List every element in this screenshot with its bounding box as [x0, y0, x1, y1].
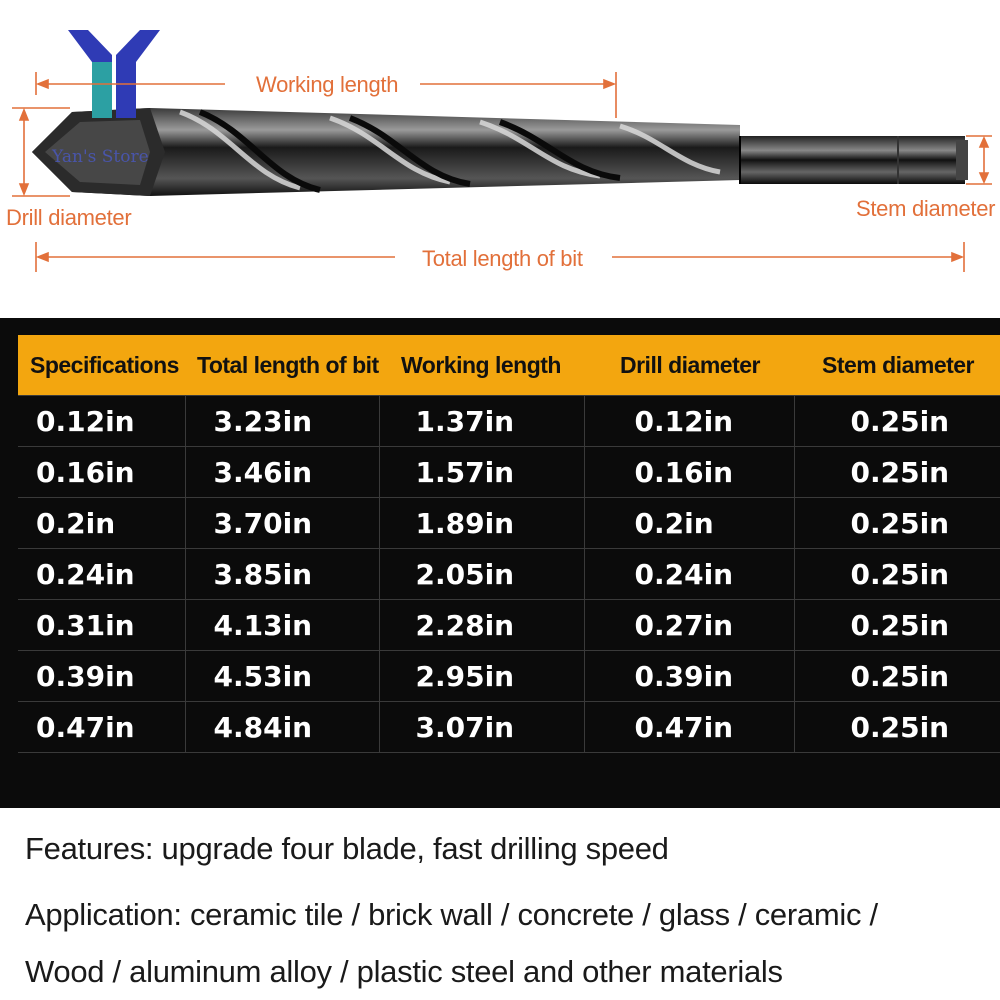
application-text-line-2: Wood / aluminum alloy / plastic steel and other materials	[25, 954, 783, 989]
table-cell: 0.39in	[584, 651, 794, 702]
table-cell: 2.28in	[379, 600, 584, 651]
table-cell: 0.25in	[794, 498, 1000, 549]
drill-bit-body	[32, 108, 968, 196]
table-cell: 0.16in	[18, 447, 185, 498]
table-cell: 2.05in	[379, 549, 584, 600]
stem-diameter-label: Stem diameter	[856, 196, 996, 221]
table-cell: 0.25in	[794, 447, 1000, 498]
specifications-table	[18, 335, 1000, 753]
table-cell: 0.25in	[794, 651, 1000, 702]
watermark-text: Yan's Store	[52, 147, 149, 167]
table-cell: 0.39in	[18, 651, 185, 702]
table-row	[18, 498, 1000, 549]
header-working-length: Working length	[379, 335, 584, 396]
table-header-row	[18, 335, 1000, 396]
table-cell: 1.89in	[379, 498, 584, 549]
header-stem-diameter: Stem diameter	[794, 335, 1000, 396]
table-row	[18, 651, 1000, 702]
table-row	[18, 702, 1000, 753]
working-length-label: Working length	[256, 72, 399, 97]
table-cell: 0.25in	[794, 600, 1000, 651]
table-cell: 3.46in	[185, 447, 379, 498]
table-cell: 0.47in	[18, 702, 185, 753]
application-text-line-1: Application: ceramic tile / brick wall / concrete / glass / ceramic /	[25, 897, 878, 932]
table-cell: 3.23in	[185, 396, 379, 447]
header-specifications: Specifications	[18, 335, 185, 396]
table-cell: 3.70in	[185, 498, 379, 549]
specifications-table-panel	[0, 318, 1000, 808]
table-cell: 4.53in	[185, 651, 379, 702]
table-cell: 0.16in	[584, 447, 794, 498]
drill-bit-diagram	[0, 0, 1000, 318]
table-cell: 0.25in	[794, 549, 1000, 600]
table-cell: 3.07in	[379, 702, 584, 753]
table-cell: 0.24in	[584, 549, 794, 600]
table-row	[18, 600, 1000, 651]
header-drill-diameter: Drill diameter	[584, 335, 794, 396]
brand-logo	[68, 30, 160, 118]
table-cell: 0.12in	[584, 396, 794, 447]
table-cell: 4.13in	[185, 600, 379, 651]
header-total-length: Total length of bit	[185, 335, 379, 396]
table-cell: 3.85in	[185, 549, 379, 600]
table-cell: 0.27in	[584, 600, 794, 651]
table-cell: 0.2in	[18, 498, 185, 549]
table-row	[18, 447, 1000, 498]
drill-diameter-label: Drill diameter	[6, 205, 132, 230]
table-cell: 0.24in	[18, 549, 185, 600]
table-cell: 1.57in	[379, 447, 584, 498]
table-row	[18, 396, 1000, 447]
table-cell: 2.95in	[379, 651, 584, 702]
description-section	[0, 808, 1000, 1000]
table-cell: 1.37in	[379, 396, 584, 447]
table-cell: 0.2in	[584, 498, 794, 549]
table-cell: 0.47in	[584, 702, 794, 753]
total-length-label: Total length of bit	[422, 246, 583, 271]
table-row	[18, 549, 1000, 600]
features-text: Features: upgrade four blade, fast drilling speed	[25, 831, 669, 866]
table-cell: 0.25in	[794, 702, 1000, 753]
table-cell: 4.84in	[185, 702, 379, 753]
hex-shank	[740, 136, 965, 184]
table-cell: 0.31in	[18, 600, 185, 651]
table-cell: 0.12in	[18, 396, 185, 447]
table-cell: 0.25in	[794, 396, 1000, 447]
